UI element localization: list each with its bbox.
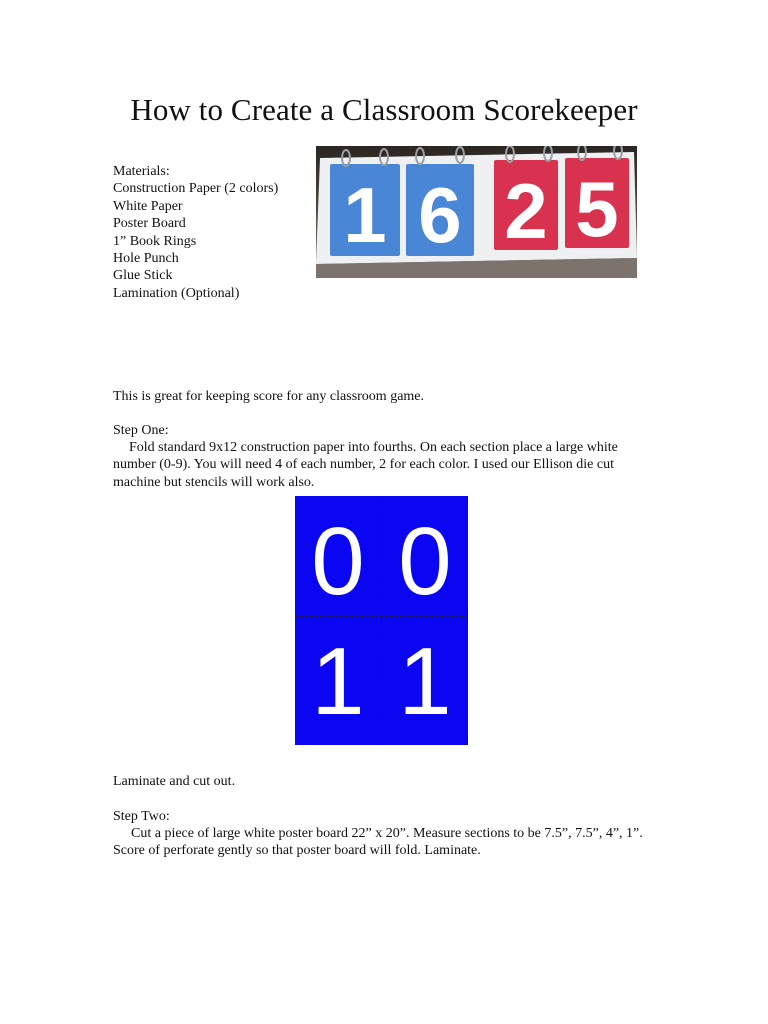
laminate-text: Laminate and cut out. <box>113 774 236 789</box>
photo-digit: 1 <box>343 171 387 259</box>
photo-digit: 2 <box>504 167 548 255</box>
photo-digit: 6 <box>418 171 462 259</box>
materials-list <box>113 163 313 302</box>
materials-item: Construction Paper (2 colors) <box>113 181 279 197</box>
materials-item: 1” Book Rings <box>113 233 197 249</box>
card-digit: 1 <box>398 628 452 735</box>
page-title: How to Create a Classroom Scorekeeper <box>130 92 638 127</box>
step-one-heading: Step One: <box>113 423 169 438</box>
scoreboard-photo-image <box>316 146 637 278</box>
card-digit: 1 <box>311 628 365 735</box>
scoreboard-photo <box>316 146 637 278</box>
step-two-body: Cut a piece of large white poster board 22” x 20”. Measure sections to be 7.5”, 7.5”, 4”, 1”. Score of perforate gently so that poster board will fold. Laminate. <box>113 826 643 859</box>
card-digit: 0 <box>311 508 365 615</box>
intro-text: This is great for keeping score for any classroom game. <box>113 389 425 404</box>
materials-item: Lamination (Optional) <box>113 285 240 301</box>
materials-item: Poster Board <box>113 216 186 232</box>
photo-digit: 5 <box>575 165 619 253</box>
materials-item: Hole Punch <box>113 251 179 267</box>
step-one-body: Fold standard 9x12 construction paper into fourths. On each section place a large white number (0-9). You will need 4 of each number, 2 for each color. I used our Ellison die cut machine but stencils will work also. <box>113 440 618 490</box>
materials-item: White Paper <box>113 198 183 214</box>
materials-heading: Materials: <box>113 164 170 179</box>
number-cards-diagram <box>295 496 468 745</box>
materials-item: Glue Stick <box>113 268 173 284</box>
card-digit: 0 <box>398 508 452 615</box>
step-two-heading: Step Two: <box>113 809 170 824</box>
fold-line-horizontal <box>295 616 468 617</box>
